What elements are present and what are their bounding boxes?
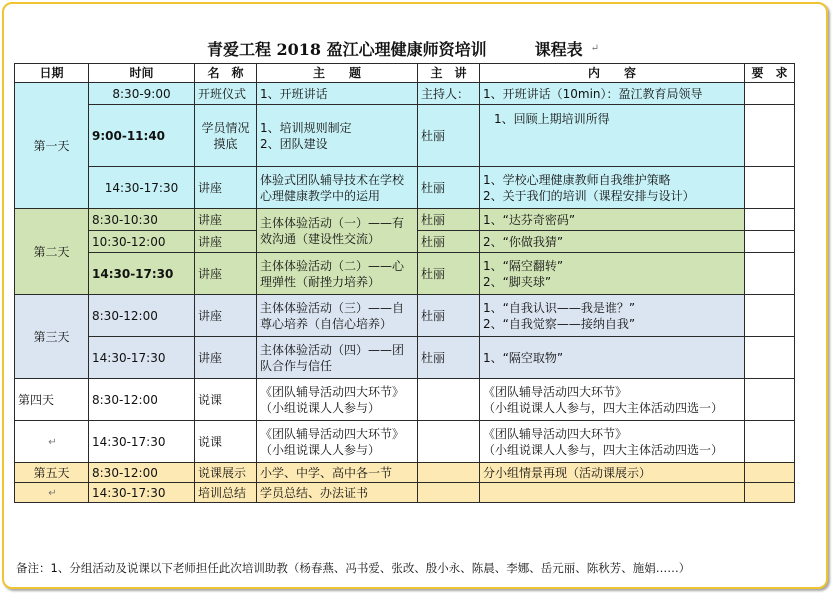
req-cell (745, 295, 795, 337)
req-cell (745, 167, 795, 209)
name-cell: 说课 (195, 421, 257, 463)
req-cell (745, 337, 795, 379)
req-cell (745, 379, 795, 421)
name-cell: 讲座 (195, 253, 257, 295)
schedule-table (14, 63, 795, 503)
topic-cell: 主体体验活动（一）——有效沟通（建设性交流） (257, 209, 418, 253)
table-row (15, 167, 795, 209)
topic-cell: 《团队辅导活动四大环节》（小组说课人人参与） (257, 421, 418, 463)
time-cell: 14:30-17:30 (89, 167, 195, 209)
day-cell: 第一天 (15, 83, 89, 209)
table-row (15, 83, 795, 105)
speaker-cell: 主持人： (418, 83, 480, 105)
req-cell (745, 83, 795, 105)
header-topic: 主 题 (257, 64, 418, 83)
table-row (15, 483, 795, 503)
day-cell (15, 421, 89, 463)
topic-cell: 主体体验活动（四）——团队合作与信任 (257, 337, 418, 379)
content-cell: 1、回顾上期培训所得 (480, 105, 745, 167)
time-cell: 14:30-17:30 (89, 337, 195, 379)
name-cell: 开班仪式 (195, 83, 257, 105)
time-cell: 10:30-12:00 (89, 231, 195, 253)
paragraph-mark-icon: ↵ (48, 436, 57, 448)
header-speaker: 主 讲 (418, 64, 480, 83)
time-cell: 8:30-12:00 (89, 463, 195, 483)
paragraph-mark-icon: ↵ (48, 487, 57, 499)
speaker-cell: 杜丽 (418, 253, 480, 295)
table-row (15, 209, 795, 231)
topic-cell: 主体体验活动（三）——自尊心培养（自信心培养） (257, 295, 418, 337)
time-cell: 8:30-9:00 (89, 83, 195, 105)
name-cell: 讲座 (195, 295, 257, 337)
header-requirement: 要 求 (745, 64, 795, 83)
topic-cell: 《团队辅导活动四大环节》（小组说课人人参与） (257, 379, 418, 421)
speaker-cell (418, 379, 480, 421)
name-cell: 讲座 (195, 209, 257, 231)
content-cell: 1、“达芬奇密码” (480, 209, 745, 231)
table-row (15, 463, 795, 483)
name-cell: 学员情况摸底 (195, 105, 257, 167)
topic-cell: 主体体验活动（二）——心理弹性（耐挫力培养） (257, 253, 418, 295)
req-cell (745, 253, 795, 295)
req-cell (745, 105, 795, 167)
content-cell (480, 483, 745, 503)
name-cell: 讲座 (195, 231, 257, 253)
topic-cell: 体验式团队辅导技术在学校心理健康教学中的运用 (257, 167, 418, 209)
speaker-cell: 杜丽 (418, 231, 480, 253)
topic-cell: 1、培训规则制定 2、团队建设 (257, 105, 418, 167)
content-cell: 1、开班讲话（10min）：盈江教育局领导 (480, 83, 745, 105)
paragraph-mark-icon: ↵ (590, 42, 600, 54)
day-cell: 第二天 (15, 209, 89, 295)
speaker-cell: 杜丽 (418, 105, 480, 167)
header-time: 时间 (89, 64, 195, 83)
speaker-cell: 杜丽 (418, 337, 480, 379)
content-cell: 1、学校心理健康教师自我维护策略 2、关于我们的培训（课程安排与设计） (480, 167, 745, 209)
day-cell (15, 483, 89, 503)
content-cell: 2、“你做我猜” (480, 231, 745, 253)
topic-cell: 小学、中学、高中各一节 (257, 463, 418, 483)
time-cell: 14:30-17:30 (89, 253, 195, 295)
name-cell: 说课展示 (195, 463, 257, 483)
table-row (15, 379, 795, 421)
time-cell: 14:30-17:30 (89, 483, 195, 503)
content-cell: 1、“自我认识——我是谁？” 2、“自我觉察——接纳自我” (480, 295, 745, 337)
day-cell: 第四天 (15, 379, 89, 421)
time-cell: 8:30-12:00 (89, 295, 195, 337)
speaker-cell (418, 421, 480, 463)
speaker-cell (418, 463, 480, 483)
req-cell (745, 231, 795, 253)
title-sub: 课程表 (534, 39, 583, 59)
name-cell: 讲座 (195, 337, 257, 379)
name-cell: 培训总结 (195, 483, 257, 503)
time-cell: 8:30-12:00 (89, 379, 195, 421)
day-cell: 第五天 (15, 463, 89, 483)
req-cell (745, 421, 795, 463)
table-row (15, 295, 795, 337)
content-cell: 1、“隔空取物” (480, 337, 745, 379)
content-cell: 《团队辅导活动四大环节》 （小组说课人人参与，四大主体活动四选一） (480, 379, 745, 421)
document-title (14, 32, 792, 64)
speaker-cell: 杜丽 (418, 167, 480, 209)
title-main: 青爱工程 2018 盈江心理健康师资培训 (206, 39, 487, 59)
topic-cell: 1、开班讲话 (257, 83, 418, 105)
day-cell: 第三天 (15, 295, 89, 379)
speaker-cell (418, 483, 480, 503)
name-cell: 讲座 (195, 167, 257, 209)
req-cell (745, 209, 795, 231)
speaker-cell: 杜丽 (418, 209, 480, 231)
content-cell: 分小组情景再现（活动课展示） (480, 463, 745, 483)
content-cell: 《团队辅导活动四大环节》 （小组说课人人参与，四大主体活动四选一） (480, 421, 745, 463)
table-row (15, 421, 795, 463)
table-row (15, 337, 795, 379)
topic-cell: 学员总结、办法证书 (257, 483, 418, 503)
req-cell (745, 483, 795, 503)
time-cell: 9:00-11:40 (89, 105, 195, 167)
footer-note: 备注：1、分组活动及说课以下老师担任此次培训助教（杨春燕、冯书爱、张改、殷小永、陈晨、李娜、岳元丽、陈秋芳、施娟……） (16, 561, 691, 575)
name-cell: 说课 (195, 379, 257, 421)
time-cell: 14:30-17:30 (89, 421, 195, 463)
req-cell (745, 463, 795, 483)
header-day: 日期 (15, 64, 89, 83)
table-row (15, 105, 795, 167)
table-header-row (15, 64, 795, 83)
time-cell: 8:30-10:30 (89, 209, 195, 231)
header-name: 名 称 (195, 64, 257, 83)
content-cell: 1、“隔空翻转” 2、“脚夹球” (480, 253, 745, 295)
speaker-cell: 杜丽 (418, 295, 480, 337)
table-row (15, 253, 795, 295)
header-content: 内 容 (480, 64, 745, 83)
